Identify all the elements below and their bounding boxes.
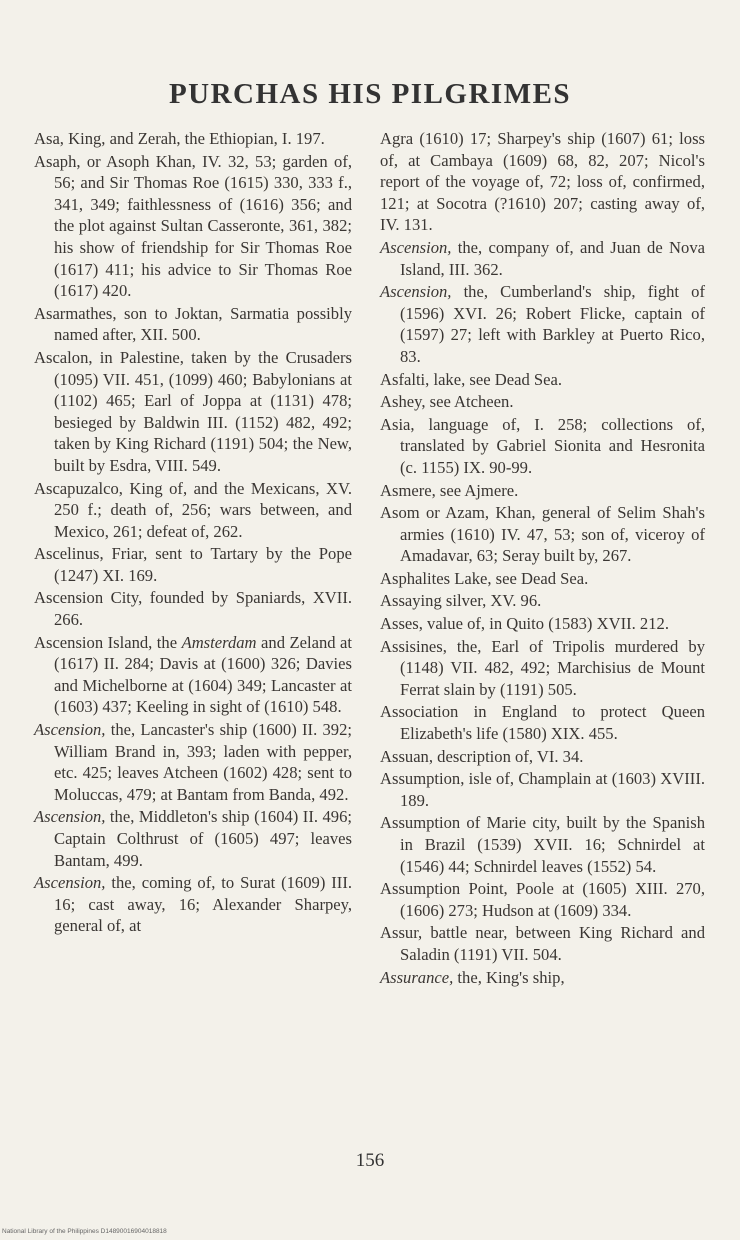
index-entry [34,872,352,937]
page-number: 156 [355,1150,385,1171]
entry-ship-name: Ascension, [380,237,452,257]
entry-ship-name: Assurance, [380,967,454,987]
entry-text: the, company of, and Juan de Nova Island, III. 362. [400,237,705,279]
index-entry: Asmere, see Ajmere. [380,480,519,500]
entry-text: the, Lancaster's ship (1600) II. 392; William Brand in, 393; laden with pepper, etc. 425; leaves Atcheen (1602) 428; sent to Moluccas, 479; at Bantam from Banda, 492. [54,720,352,804]
page-title: PURCHAS HIS PILGRIMES [168,78,572,110]
index-entry: Assumption Point, Poole at (1605) XIII. 270, (1606) 273; Hudson at (1609) 334. [380,879,705,920]
index-entry: Ashey, see Atcheen. [380,392,514,412]
index-entry: Assaying silver, XV. 96. [380,591,542,611]
entry-ship-name: Ascension, [34,720,106,740]
entry-ship-name: Ascension, [34,807,106,827]
entry-text: the, King's ship, [453,967,565,987]
entry-text: the, coming of, to Surat (1609) III. 16; cast away, 16; Alexander Sharpey, general of, at [54,873,352,936]
index-entry: Asses, value of, in Quito (1583) XVII. 212. [380,614,669,634]
entry-ship-name: Ascension, [380,282,452,302]
index-entry: Assisines, the, Earl of Tripolis murdered by (1148) VII. 482, 492; Marchisius de Mount Ferrat slain by (1191) 505. [380,636,705,699]
index-entry: Assuan, description of, VI. 34. [380,746,584,766]
index-entry: Agra (1610) 17; Sharpey's ship (1607) 61; loss of, at Cambaya (1609) 68, 82, 207; Nicol's report of the voyage of, 72; loss of, confirmed, 121; at Socotra (?1610) 207; casting away of, IV. 131. [380,129,705,235]
index-entry: Ascapuzalco, King of, and the Mexicans, XV. 250 f.; death of, 256; wars between, and Mexico, 261; defeat of, 262. [34,478,352,541]
index-entry: Asom or Azam, Khan, general of Selim Shah's armies (1610) IV. 47, 53; son of, viceroy of Amadavar, 63; Seray built by, 267. [380,503,705,566]
index-entry [380,967,705,989]
entry-text: Ascension Island, the [34,632,182,652]
index-entry: Asa, King, and Zerah, the Ethiopian, I. 197. [34,129,325,148]
index-entry [34,806,352,871]
index-entry [34,719,352,805]
index-entry: Asfalti, lake, see Dead Sea. [380,369,562,389]
index-entry: Asaph, or Asoph Khan, IV. 32, 53; garden of, 56; and Sir Thomas Roe (1615) 330, 333 f., 341, 349; faithlessness of (1616) 356; and the plot against Sultan Casseronte, 361, 382; his show of friendship for Sir Thomas Roe (1617) 411; his advice to Sir Thomas Roe (1617) 420. [34,151,352,301]
entry-text: the, Middleton's ship (1604) II. 496; Captain Colthrust of (1605) 497; leaves Bantam, 499. [54,807,352,870]
index-column-right [380,128,705,989]
index-entry [34,632,352,718]
index-entry: Asphalites Lake, see Dead Sea. [380,568,589,588]
index-entry: Assumption of Marie city, built by the Spanish in Brazil (1539) XVII. 16; Schnirdel at (1546) 44; Schnirdel leaves (1552) 54. [380,813,705,876]
index-entry: Asarmathes, son to Joktan, Sarmatia possibly named after, XII. 500. [34,303,352,345]
entry-text: the, Cumberland's ship, fight of (1596) XVI. 26; Robert Flicke, captain of (1597) 27; left with Barkley at Puerto Rico, 83. [400,282,705,366]
index-entry: Assur, battle near, between King Richard and Saladin (1191) VII. 504. [380,923,705,964]
index-entry: Association in England to protect Queen Elizabeth's life (1580) XIX. 455. [380,702,705,744]
index-entry: Ascension City, founded by Spaniards, XVII. 266. [34,588,352,630]
index-entry: Assumption, isle of, Champlain at (1603) XVIII. 189. [380,769,705,810]
scan-footer-note: National Library of the Philippines D14890016904018818 [2,1228,167,1235]
entry-text: and Zeland at (1617) II. 284; Davis at (1600) 326; Davies and Michelborne at (1604) 349; Lancaster at (1603) 437; Keeling in sight of (1610) 548. [54,632,352,717]
index-column-left [34,128,352,938]
index-entry: Asia, language of, I. 258; collections of, translated by Gabriel Sionita and Hesronita (c. 1155) IX. 90-99. [380,414,705,477]
index-entry [380,237,705,280]
index-entry [380,281,705,367]
entry-ship-name: Ascension, [34,873,106,893]
index-entry: Ascelinus, Friar, sent to Tartary by the Pope (1247) XI. 169. [34,544,352,585]
entry-ship-name: Amsterdam [181,632,257,652]
index-entry: Ascalon, in Palestine, taken by the Crusaders (1095) VII. 451, (1099) 460; Babylonians at (1102) 465; Earl of Joppa at (1131) 478; besieged by Baldwin III. (1152) 482, 492; taken by King Richard (1191) 504; the New, built by Esdra, VIII. 549. [34,347,352,475]
